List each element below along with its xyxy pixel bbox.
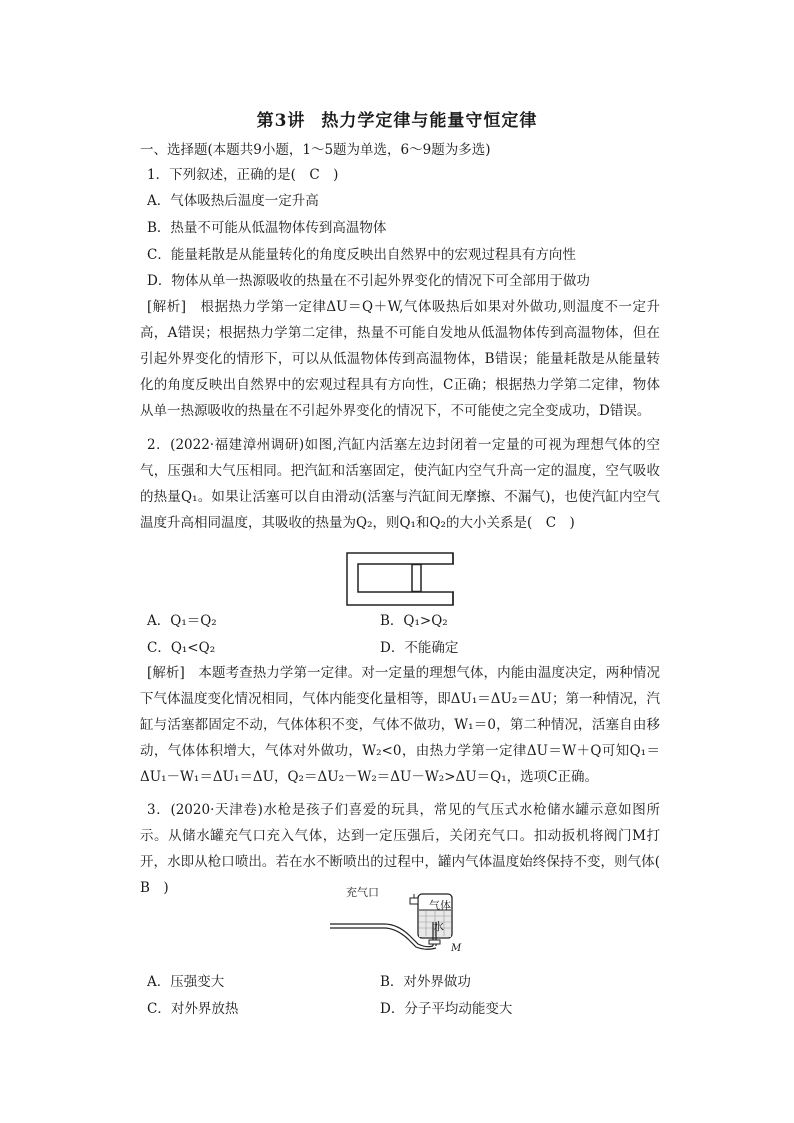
cylinder-piston-figure <box>346 552 454 606</box>
page-title <box>0 106 794 131</box>
valve <box>429 940 440 944</box>
fig-inlet-label: 充气口 <box>346 886 379 899</box>
q1-option-a: A．气体吸热后温度一定升高 <box>147 193 319 209</box>
q1-analysis: [解析] 根据热力学第一定律ΔU＝Q＋W,气体吸热后如果对外做功,则温度不一定升高，A错误；根据热力学第二定律，热量不可能自发地从低温物体传到高温物体，但在引起外界变化的情形下，可以从低温物体传到高温物体，B错误；能量耗散是从能量转化的角度反映出自然界中的宏观过程具有方向性，C正确；根据热力学第二定律，物体从单一热源吸收的热量在不引起外界变化的情况下，不可能使之完全变成功，D错误。 <box>140 299 660 419</box>
q3-option-b: B．对外界做功 <box>380 974 471 990</box>
q2-stem: 2．(2022·福建漳州调研)如图,汽缸内活塞左边封闭着一定量的可视为理想气体的空气，压强和大气压相同。把汽缸和活塞固定，使汽缸内空气升高一定的温度，空气吸收的热量Q₁。如果让活塞可以自由滑动(活塞与汽缸间无摩擦、不漏气)，也使汽缸内空气温度升高相同温度，其吸收的热量为Q₂，则Q₁和Q₂的大小关系是( C ) <box>140 437 660 531</box>
lecture-topic: 热力学定律与能量守恒定律 <box>321 111 538 131</box>
q2-option-c: C．Q₁<Q₂ <box>147 640 216 656</box>
q2-option-a: A．Q₁＝Q₂ <box>147 613 217 629</box>
q3-option-d: D．分子平均动能变大 <box>380 1001 513 1017</box>
fig-valve-label: M <box>451 943 462 954</box>
q1-option-d: D．物体从单一热源吸收的热量在不引起外界变化的情况下可全部用于做功 <box>147 273 590 289</box>
q2-option-d: D．不能确定 <box>380 640 459 656</box>
section-heading: 一、选择题(本题共9小题，1～5题为单选，6～9题为多选) <box>140 142 491 158</box>
fig-water-label: 水 <box>433 920 444 933</box>
q2-analysis: [解析] 本题考查热力学第一定律。对一定量的理想气体，内能由温度决定，两种情况下气体温度变化情况相同，气体内能变化量相等，即ΔU₁＝ΔU₂＝ΔU；第一种情况，汽缸与活塞都固定不动，气体体积不变，气体不做功，W₁＝0，第二种情况，活塞自由移动，气体体积增大，气体对外做功，W₂<0，由热力学第一定律ΔU＝W＋Q可知Q₁＝ΔU₁－W₁＝ΔU₁＝ΔU，Q₂＝ΔU₂－W₂＝ΔU－W₂>ΔU＝Q₁，选项C正确。 <box>140 665 660 785</box>
q2-option-b: B．Q₁>Q₂ <box>380 613 448 629</box>
fig-gas-label: 气体 <box>429 899 451 912</box>
q3-stem: 3．(2020·天津卷)水枪是孩子们喜爱的玩具，常见的气压式水枪储水罐示意如图所示。从储水罐充气口充入气体，达到一定压强后，关闭充气口。扣动扳机将阀门M打开，水即从枪口喷出。若在水不断喷出的过程中，罐内气体温度始终保持不变，则气体( B ) <box>140 802 674 896</box>
q1-option-b: B．热量不可能从低温物体传到高温物体 <box>147 220 387 236</box>
piston <box>412 565 421 592</box>
q3-option-c: C．对外界放热 <box>147 1001 239 1017</box>
q1-option-c: C．能量耗散是从能量转化的角度反映出自然界中的宏观过程具有方向性 <box>147 247 576 263</box>
q3-option-a: A．压强变大 <box>147 974 225 990</box>
cylinder-cavity <box>358 564 453 592</box>
cylinder-outer <box>347 553 453 605</box>
lecture-number: 第3讲 <box>256 111 306 131</box>
q1-stem: 1．下列叙述，正确的是( C ) <box>147 167 339 183</box>
